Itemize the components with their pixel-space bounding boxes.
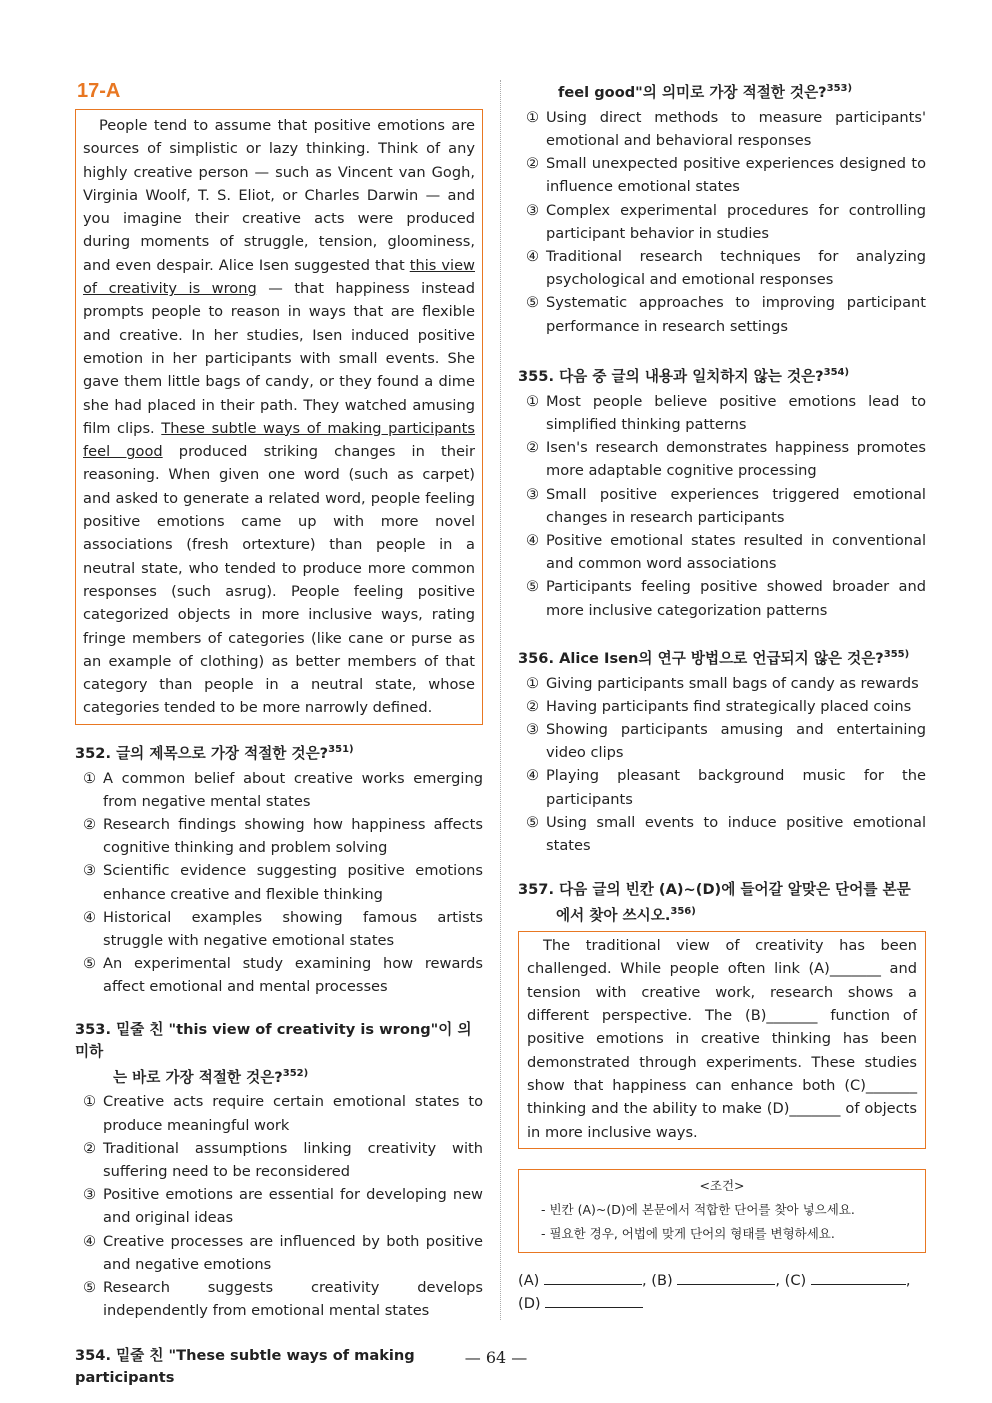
option[interactable]: ② Isen's research demonstrates happiness promotes more adaptable cognitive processing (526, 439, 926, 480)
option[interactable]: ④ Positive emotional states resulted in conventional and common word associations (526, 531, 926, 573)
right-column (518, 78, 926, 1315)
question-355 (518, 362, 926, 622)
option[interactable]: ③ Scientific evidence suggesting positive emotions enhance creative and flexible thinking (83, 862, 483, 903)
summary-box (518, 931, 926, 1149)
page-number: — 64 — (464, 1348, 528, 1367)
question-352 (75, 739, 483, 999)
option[interactable]: ① A common belief about creative works emerging from negative mental states (83, 769, 483, 810)
option[interactable]: ① Most people believe positive emotions lead to simplified thinking patterns (526, 392, 926, 433)
option-list (83, 767, 483, 999)
answer-d-blank[interactable] (545, 1293, 643, 1308)
option[interactable]: ② Having participants find strategically placed coins (526, 697, 912, 715)
left-column (75, 78, 483, 1389)
answer-label-a: (A) (518, 1271, 540, 1289)
question-356 (518, 644, 926, 857)
passage-text: — that happiness instead prompts people to reason in ways that are flexible and creative. In her studies, Isen induced positive emotion in her participants with small events. She gave them little bags of candy, or they found a dime she had placed in their path. They watched amusing film clips. (83, 280, 475, 437)
underline-phrase-1: this view of creativity is wrong (83, 256, 475, 298)
passage-text: People tend to assume that positive emotions are sources of simplistic or lazy thinking. Think of any highly creative person — such as Vincent van Gogh, Virginia Woolf, T. S. Eliot, or Charles Darwin — and you imagine their creative acts were produced during moments of struggle, tension, gloominess, and even despair. Alice Isen suggested that (83, 117, 475, 274)
answer-b-blank[interactable] (677, 1270, 775, 1285)
underline-phrase-2: These subtle ways of making participants feel good (83, 419, 475, 461)
option[interactable]: ④ Historical examples showing famous artists struggle with negative emotional states (83, 908, 483, 949)
question-357 (518, 879, 926, 1315)
option[interactable]: ② Traditional assumptions linking creativity with suffering need to be reconsidered (83, 1139, 483, 1181)
option[interactable]: ③ Positive emotions are essential for developing new and original ideas (83, 1186, 483, 1227)
option[interactable]: ⑤ Systematic approaches to improving participant performance in research settings (526, 294, 926, 335)
question-353 (75, 1019, 483, 1323)
question-title: 354. 밑줄 친 "These subtle ways of making participants (75, 1346, 415, 1386)
question-title: 352. 글의 제목으로 가장 적절한 것은?$^{351)}$ (75, 743, 354, 762)
answer-a-blank[interactable] (544, 1270, 642, 1285)
question-354-continued (518, 78, 926, 338)
question-title: feel good"의 의미로 가장 적절한 것은?$^{353)}$ (558, 83, 853, 101)
option-list (526, 106, 926, 338)
option[interactable]: ⑤ Using small events to induce positive emotional states (526, 813, 926, 855)
question-title: 355. 다음 중 글의 내용과 일치하지 않는 것은?$^{354)}$ (518, 366, 850, 385)
option[interactable]: ⑤ An experimental study examining how rewards affect emotional and mental processes (83, 955, 483, 996)
option[interactable]: ④ Playing pleasant background music for the participants (526, 767, 926, 808)
answer-c-blank[interactable] (811, 1270, 906, 1285)
summary-text: The traditional view of creativity has been challenged. While people often link (A)_______ and tension with creative work, research shows a different perspective. The (B)_______ function of positive emotions in creative thinking has been demonstrated through experiments. These studies show that happiness can enhance both (C)_______ thinking and the ability to make (D)_______ of objects in more inclusive ways. (527, 937, 917, 1141)
question-title: 357. 다음 글의 빈칸 (A)~(D)에 들어갈 알맞은 단어를 본문 에서 찾아 쓰시오.$^{356)}$ (518, 881, 911, 925)
option[interactable]: ① Giving participants small bags of candy as rewards (526, 674, 919, 692)
option-list (83, 1090, 483, 1322)
reading-passage (75, 109, 483, 725)
option[interactable]: ④ Creative processes are influenced by both positive and negative emotions (83, 1232, 483, 1273)
option[interactable]: ⑤ Research suggests creativity develops independently from emotional mental states (83, 1279, 483, 1320)
option[interactable]: ③ Complex experimental procedures for controlling participant behavior in studies (526, 201, 926, 242)
option[interactable]: ② Research findings showing how happiness affects cognitive thinking and problem solving (83, 815, 483, 857)
option-list (526, 672, 926, 858)
option-list (526, 390, 926, 622)
conditions-title: <조건> (699, 1177, 745, 1193)
option[interactable]: ④ Traditional research techniques for analyzing psychological and emotional responses (526, 248, 926, 289)
column-divider (500, 80, 501, 1320)
option[interactable]: ① Using direct methods to measure participants' emotional and behavioral responses (526, 108, 926, 150)
conditions-box (518, 1169, 926, 1253)
option[interactable]: ③ Small positive experiences triggered emotional changes in research participants (526, 485, 926, 526)
section-label: 17-A (77, 80, 121, 102)
passage-text: produced striking changes in their reasoning. When given one word (such as carpet) and asked to generate a related word, people feeling positive emotions came up with more novel associations (fresh ortexture) than people in a neutral state, who tended to produce more common responses (such asrug). People feeling positive categorized objects in more inclusive ways, rating fringe members of categories (like cane or purse as an example of clothing) as better members of that category than people in a neutral state, whose categories tended to be more narrowly defined. (83, 443, 475, 717)
option[interactable]: ③ Showing participants amusing and entertaining video clips (526, 721, 926, 762)
answer-label-d: (D) (518, 1294, 541, 1312)
condition-item: - 빈칸 (A)~(D)에 본문에서 적합한 단어를 찾아 넣으세요. (541, 1201, 855, 1217)
answer-blanks: (A) , (B) , (C) , (D) (518, 1271, 911, 1312)
option[interactable]: ② Small unexpected positive experiences designed to influence emotional states (526, 155, 926, 196)
option[interactable]: ① Creative acts require certain emotional states to produce meaningful work (83, 1093, 483, 1134)
question-title: 356. Alice Isen의 연구 방법으로 언급되지 않은 것은?$^{355)}$ (518, 648, 910, 667)
answer-label-c: (C) (784, 1271, 807, 1289)
condition-item: - 필요한 경우, 어법에 맞게 단어의 형태를 변형하세요. (541, 1225, 835, 1241)
answer-label-b: (B) (651, 1271, 673, 1289)
option[interactable]: ⑤ Participants feeling positive showed broader and more inclusive categorization patterns (526, 578, 926, 619)
question-title: 353. 밑줄 친 "this view of creativity is wrong"이 의미하 는 바로 가장 적절한 것은?$^{352)}$ (75, 1020, 472, 1086)
